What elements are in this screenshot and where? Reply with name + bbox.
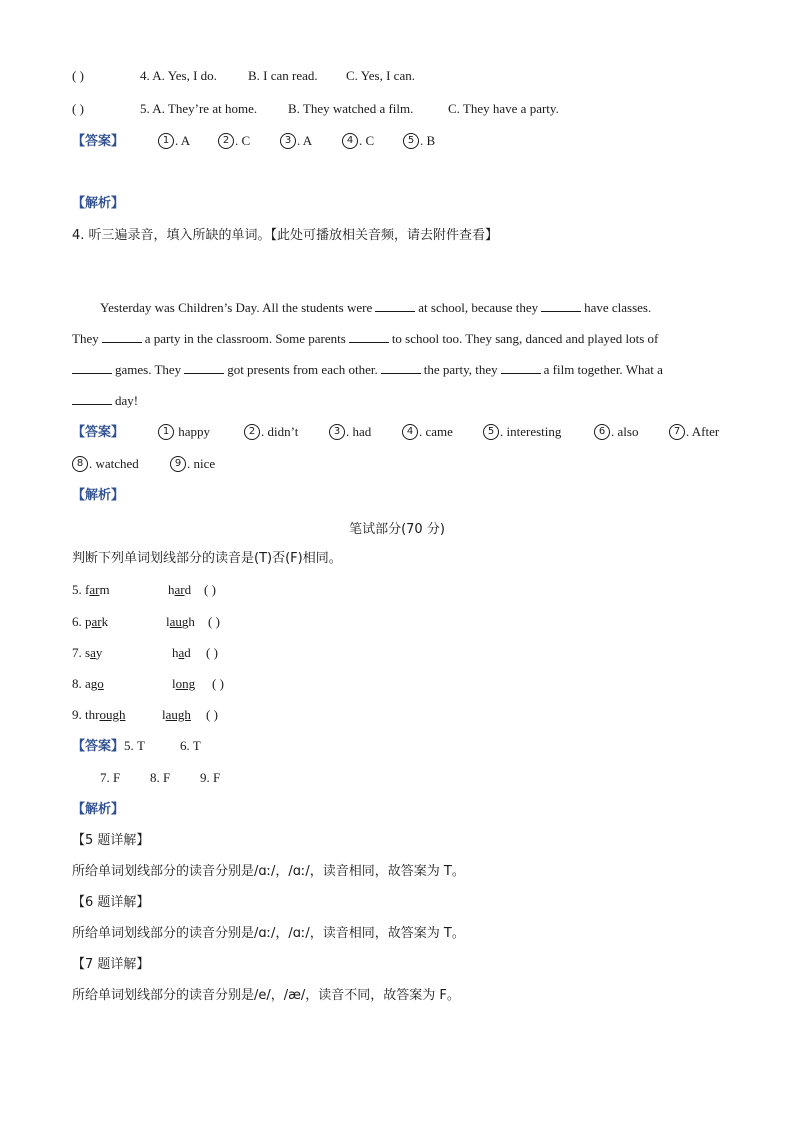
- detail-5-label: 【5 题详解】: [72, 833, 150, 848]
- detail-7-label: 【7 题详解】: [72, 957, 150, 972]
- answer-item: 3 . A: [280, 132, 312, 150]
- passage-line-1: Yesterday was Children’s Day. All the students were at school, because they have classes.: [100, 300, 652, 315]
- answer-item: 4 . C: [342, 132, 374, 150]
- answer-item: 2 . didn’t: [244, 423, 298, 441]
- q5-options: [72, 100, 559, 118]
- blank: [375, 299, 415, 312]
- phonics-item: 8. ago long ( ): [72, 676, 224, 691]
- analysis-label-3: 【解析】: [72, 802, 125, 817]
- q5-paren: ( ): [72, 101, 84, 116]
- answer-item: 5 . B: [403, 132, 435, 150]
- q5-option-c: C. They have a party.: [448, 101, 559, 116]
- answer-row-2: [72, 423, 720, 442]
- q4-option-c: C. Yes, I can.: [346, 68, 415, 83]
- blank: [381, 361, 421, 374]
- phonics-item: 9. through laugh ( ): [72, 707, 218, 722]
- answer-item: 4 . came: [402, 423, 453, 441]
- circled-number: 7: [669, 424, 685, 440]
- answer-row-3: 【答案】5. T 6. T: [72, 738, 201, 754]
- q4-option-b: B. I can read.: [248, 68, 318, 83]
- phonics-item: 7. say had ( ): [72, 645, 218, 660]
- circled-number: 3: [280, 133, 296, 149]
- blank: [72, 361, 112, 374]
- blank: [184, 361, 224, 374]
- circled-number: 8: [72, 456, 88, 472]
- circled-number: 3: [329, 424, 345, 440]
- detail-6-label: 【6 题详解】: [72, 895, 150, 910]
- blank: [349, 330, 389, 343]
- detail-6-text: 所给单词划线部分的读音分别是/ɑː/，/ɑː/，读音相同，故答案为 T。: [72, 926, 465, 941]
- detail-5-text: 所给单词划线部分的读音分别是/ɑː/，/ɑː/，读音相同，故答案为 T。: [72, 864, 465, 879]
- blank: [72, 392, 112, 405]
- answer-label: 【答案】: [72, 425, 125, 440]
- blank: [541, 299, 581, 312]
- blank: [501, 361, 541, 374]
- phonics-item: 5. farm hard ( ): [72, 582, 216, 597]
- q5-option-b: B. They watched a film.: [288, 101, 414, 116]
- answer-item: 1 . A: [158, 132, 190, 150]
- detail-7-text: 所给单词划线部分的读音分别是/e/，/æ/，读音不同，故答案为 F。: [72, 988, 460, 1003]
- circled-number: 1: [158, 424, 174, 440]
- circled-number: 5: [403, 133, 419, 149]
- written-section-title: 笔试部分(70 分): [349, 522, 445, 537]
- circled-number: 2: [244, 424, 260, 440]
- passage-line-4: day!: [72, 392, 138, 410]
- answer-item: 2 . C: [218, 132, 250, 150]
- circled-number: 1: [158, 133, 174, 149]
- answer-label: 【答案】: [72, 134, 125, 149]
- passage-line-2: They a party in the classroom. Some parents to school too. They sang, danced and played lots of: [72, 331, 659, 346]
- answer-item: 3 . had: [329, 423, 371, 441]
- phonics-item: 6. park laugh ( ): [72, 614, 220, 629]
- answer-item: 8 . watched: [72, 455, 139, 473]
- circled-number: 6: [594, 424, 610, 440]
- answer-label: 【答案】: [72, 739, 125, 754]
- analysis-label-1: 【解析】: [72, 196, 125, 211]
- blank: [102, 330, 142, 343]
- circled-number: 4: [402, 424, 418, 440]
- answer-item: 6 . also: [594, 423, 638, 441]
- q4-paren: ( ): [72, 68, 84, 83]
- phonics-instruction: 判断下列单词划线部分的读音是(T)否(F)相同。: [72, 551, 342, 566]
- q4-option-a: 4. A. Yes, I do.: [140, 68, 217, 83]
- answer-row-1: [72, 132, 436, 151]
- passage-line-3: games. They got presents from each other. the party, they a film together. What a: [72, 361, 663, 379]
- answer-item: 5 . interesting: [483, 423, 561, 441]
- answer-item: 1 happy: [158, 423, 210, 441]
- circled-number: 5: [483, 424, 499, 440]
- circled-number: 4: [342, 133, 358, 149]
- answer-item: 9 . nice: [170, 455, 215, 473]
- q4-options: [72, 67, 415, 85]
- answer-row-3b: 7. F 8. F 9. F: [100, 770, 221, 785]
- answer-item: 7 . After: [669, 423, 719, 441]
- circled-number: 9: [170, 456, 186, 472]
- q4-instruction: 4. 听三遍录音，填入所缺的单词。【此处可播放相关音频，请去附件查看】: [72, 228, 499, 243]
- q5-option-a: 5. A. They’re at home.: [140, 101, 258, 116]
- circled-number: 2: [218, 133, 234, 149]
- analysis-label-2: 【解析】: [72, 488, 125, 503]
